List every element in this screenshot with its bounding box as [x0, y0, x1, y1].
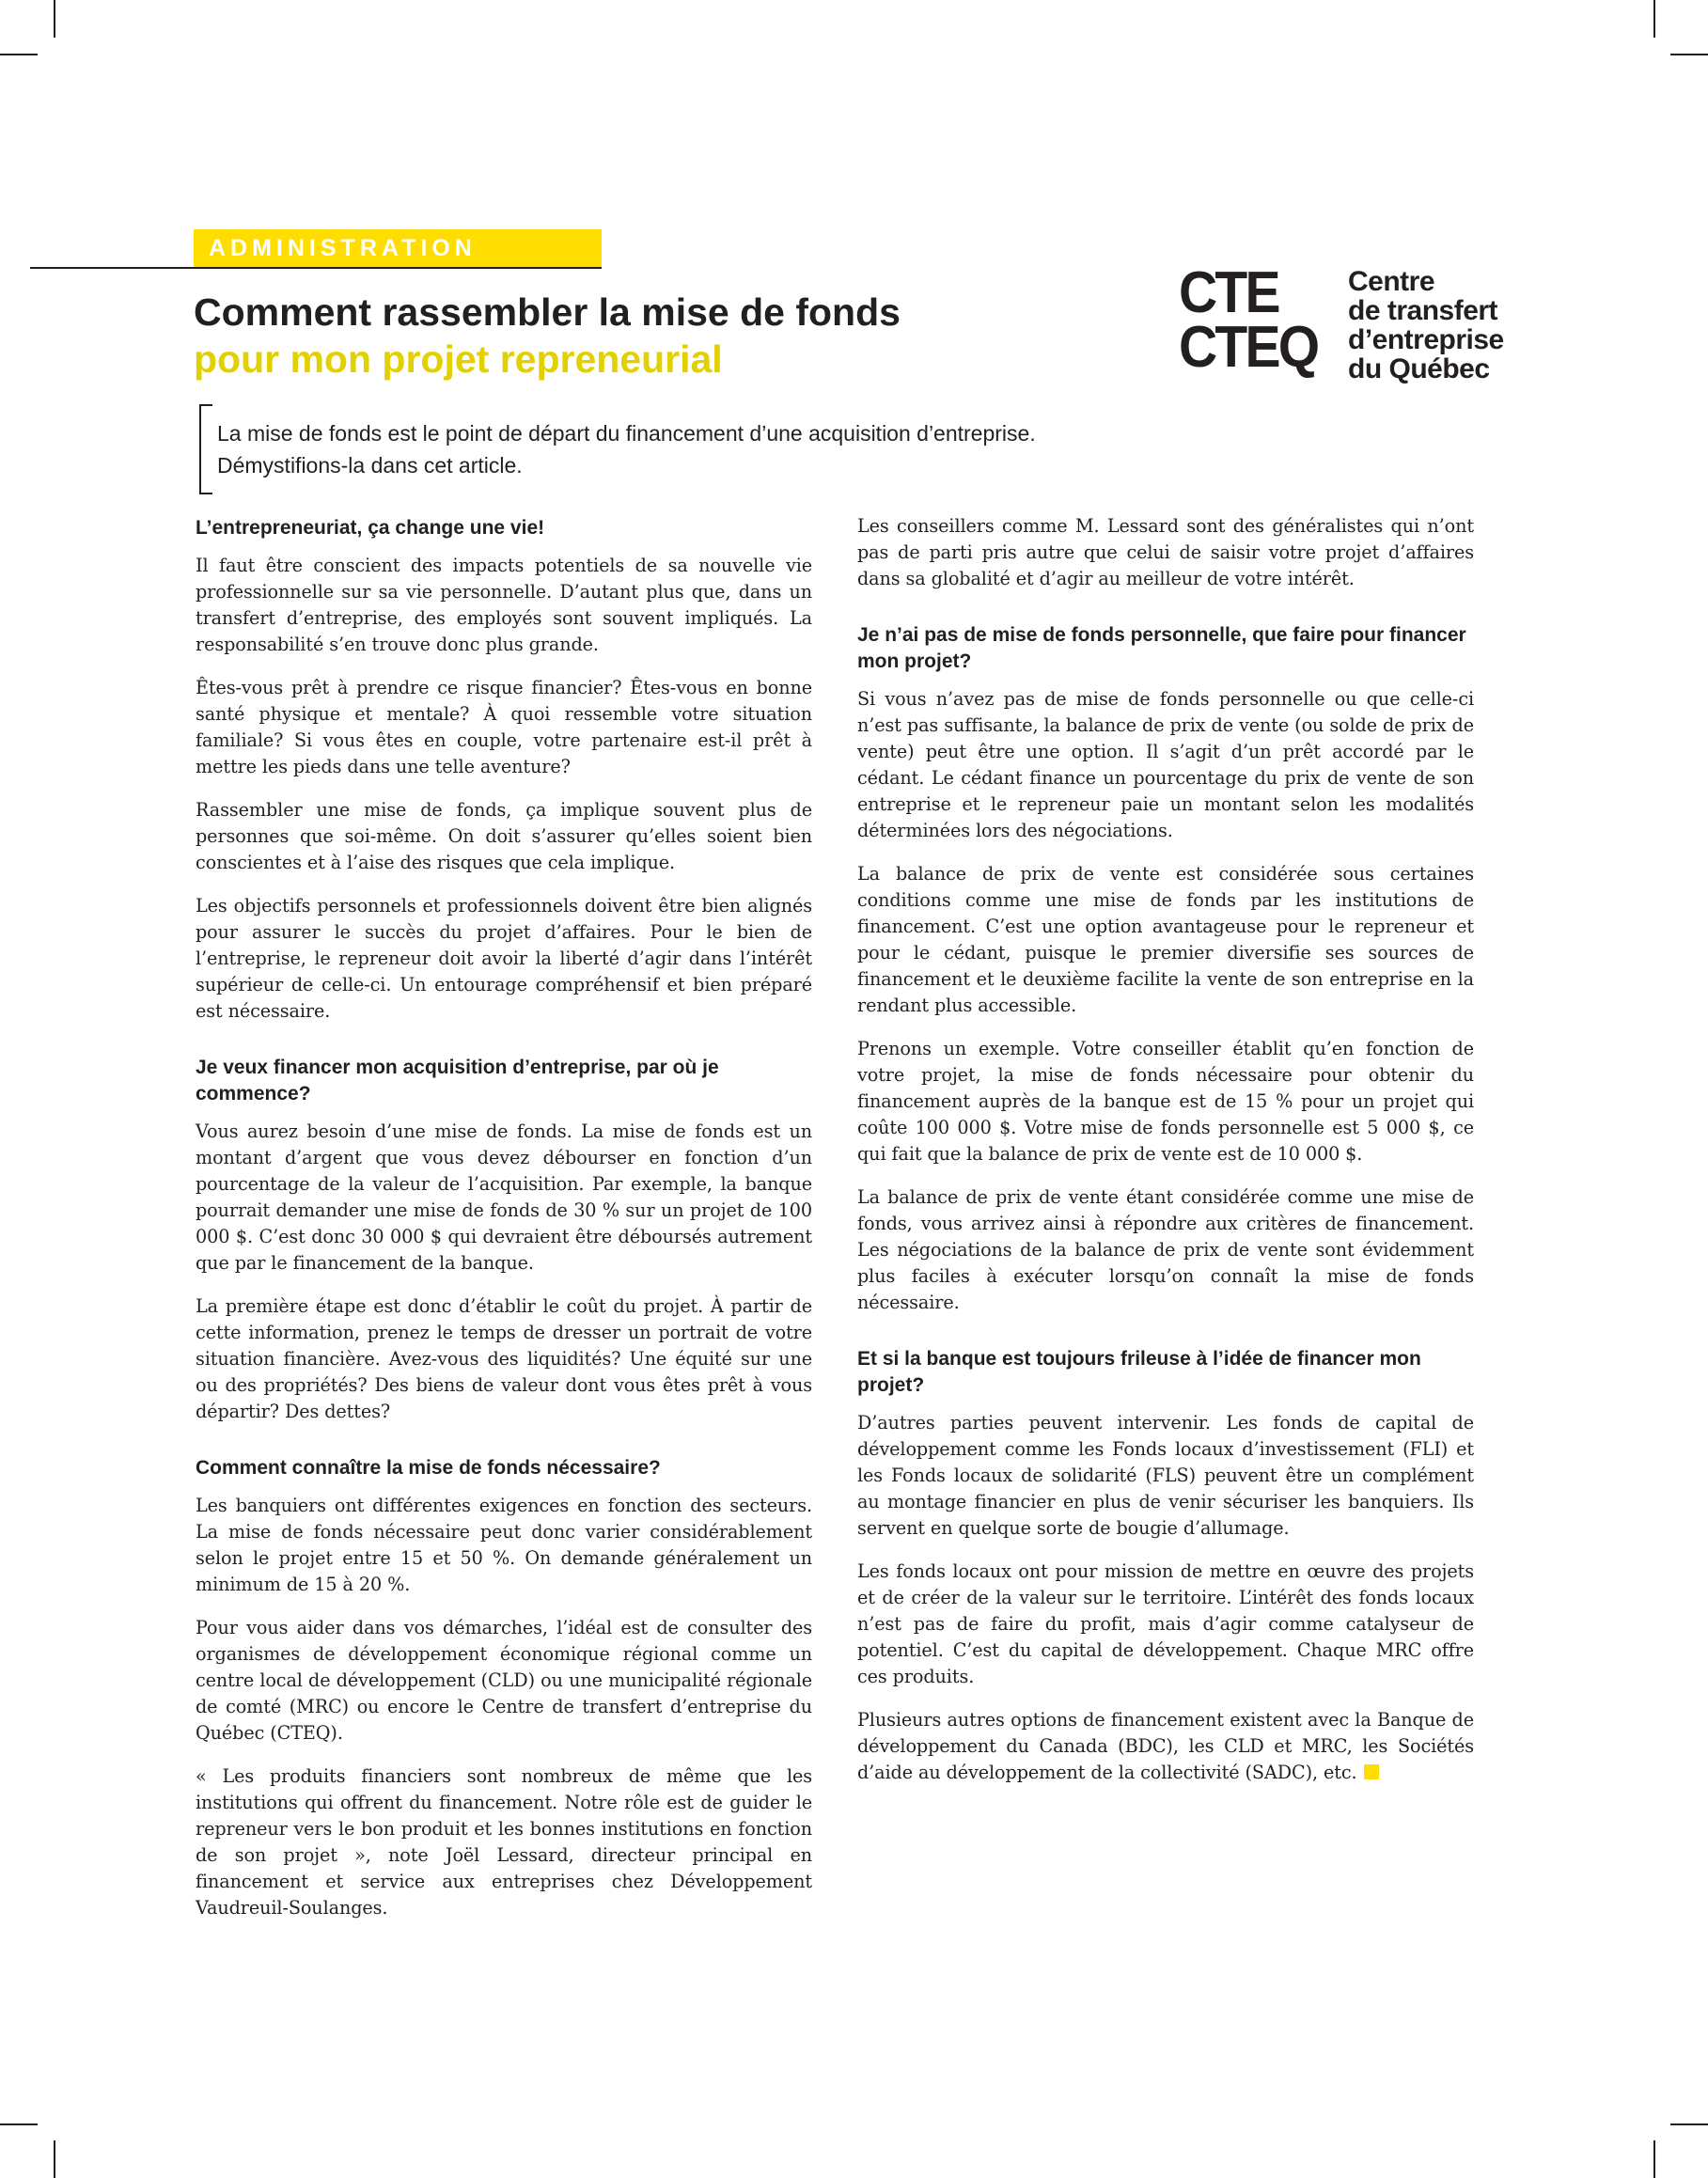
cteq-logo-mark — [1179, 260, 1318, 380]
logo-text-line: Centre — [1348, 266, 1435, 297]
page-subtitle: pour mon projet repreneurial — [194, 337, 723, 381]
crop-mark — [1653, 2140, 1655, 2178]
intro-bracket — [199, 404, 212, 494]
paragraph: Êtes-vous prêt à prendre ce risque financier? Êtes-vous en bonne santé physique et mentale? À quoi ressemble votre situation familiale? Si vous êtes en couple, votre partenaire est-il prêt à mettre les pieds dans une telle aventure? — [196, 677, 812, 777]
paragraph: Vous aurez besoin d’une mise de fonds. La mise de fonds est un montant d’argent que vous devez débourser en fonction d’un pourcentage de la valeur de l’acquisition. Par exemple, la banque pourrait demander une mise de fonds de 30 % sur un projet de 100 000 $. C’est donc 30 000 $ qui devraient être déboursés autrement que par le financement de la banque. — [196, 1120, 812, 1274]
crop-mark — [0, 2123, 38, 2125]
paragraph: Rassembler une mise de fonds, ça implique souvent plus de personnes que soi-même. On doit s’assurer qu’elles soient bien conscientes et à l’aise des risques que cela implique. — [196, 799, 812, 873]
paragraph: Les fonds locaux ont pour mission de mettre en œuvre des projets et de créer de la valeur sur le territoire. L’intérêt des fonds locaux n’est pas de faire du profit, mais d’agir comme catalyseur de potentiel. C’est du capital de développement. Chaque MRC offre ces produits. — [857, 1560, 1474, 1687]
crop-mark — [1670, 2123, 1708, 2125]
intro-lede — [217, 417, 1157, 481]
paragraph: Les banquiers ont différentes exigences en fonction des secteurs. La mise de fonds nécessaire peut donc varier considérablement selon le projet entre 15 et 50 %. On demande généralement un minimum de 15 à 20 %. — [196, 1495, 812, 1595]
paragraph: La balance de prix de vente étant considérée comme une mise de fonds, vous arrivez ainsi à répondre aux critères de financement. Les négociations de la balance de prix de vente sont évidemment plus faciles à exécuter lorsqu’on connaît la mise de fonds nécessaire. — [857, 1186, 1474, 1313]
logo-text-line: de transfert — [1348, 295, 1498, 326]
header-rule — [30, 267, 602, 269]
paragraph: « Les produits financiers sont nombreux de même que les institutions qui offrent du financement. Notre rôle est de guider le repreneur vers le bon produit et les bonnes institutions en fonction de son projet », note Joël Lessard, directeur principal en financement et service aux entreprises chez Développement Vaudreuil-Soulanges. — [196, 1765, 812, 1919]
crop-mark — [0, 54, 38, 55]
logo-text-line: du Québec — [1348, 353, 1490, 384]
intro-line: Démystifions-la dans cet article. — [217, 453, 523, 478]
crop-mark — [1653, 0, 1655, 38]
intro-line: La mise de fonds est le point de départ du financement d’une acquisition d’entreprise. — [217, 421, 1036, 446]
paragraph: Les conseillers comme M. Lessard sont des généralistes qui n’ont pas de parti pris autre que celui de saisir votre projet d’affaires dans sa globalité et d’agir au meilleur de votre intérêt. — [857, 515, 1474, 589]
section-heading: Je veux financer mon acquisition d’entreprise, par où je commence? — [196, 1057, 719, 1105]
section-heading: L’entrepreneuriat, ça change une vie! — [196, 517, 545, 539]
final-paragraph-text: Plusieurs autres options de financement existent avec la Banque de développement du Canada (BDC), les CLD et MRC, les Sociétés d’aide au développement de la collectivité (SADC), etc. — [857, 1709, 1474, 1783]
paragraph: Les objectifs personnels et professionnels doivent être bien alignés pour assurer le succès du projet d’affaires. Pour le bien de l’entreprise, le repreneur doit avoir la liberté d’agir dans l’intérêt supérieur de celle-ci. Un entourage compréhensif et bien préparé est nécessaire. — [196, 895, 812, 1022]
crop-mark — [1670, 54, 1708, 55]
page-title: Comment rassembler la mise de fonds — [194, 290, 901, 334]
cteq-logo — [1179, 260, 1536, 387]
paragraph: Il faut être conscient des impacts potentiels de sa nouvelle vie professionnelle sur sa vie personnelle. D’autant plus que, dans un transfert d’entreprise, des employés sont souvent impliqués. La responsabilité s’en trouve donc plus grande. — [196, 555, 812, 655]
crop-mark — [54, 2140, 55, 2178]
logo-text-line: d’entreprise — [1348, 324, 1504, 355]
section-heading: Et si la banque est toujours frileuse à l’idée de financer mon projet? — [857, 1348, 1421, 1396]
logo-mark-line: CTE — [1179, 260, 1278, 325]
paragraph: Si vous n’avez pas de mise de fonds personnelle ou que celle-ci n’est pas suffisante, la balance de prix de vente (ou solde de prix de vente) peut être une option. Il s’agit d’un prêt accordé par le cédant. Le cédant finance un pourcentage du prix de vente de son entreprise et le repreneur paie un montant selon les modalités déterminées lors des négociations. — [857, 688, 1474, 841]
article-column-left — [196, 515, 812, 1938]
paragraph: La première étape est donc d’établir le coût du projet. À partir de cette information, prenez le temps de dresser un portrait de votre situation financière. Avez-vous des liquidités? Une équité sur une ou des propriétés? Des biens de valeur dont vous êtes prêt à vous départir? Des dettes? — [196, 1295, 812, 1422]
logo-mark-line: CTEQ — [1179, 315, 1318, 380]
final-paragraph — [857, 1707, 1474, 1786]
paragraph: La balance de prix de vente est considérée sous certaines conditions comme une mise de fonds par les institutions de financement. C’est une option avantageuse pour le repreneur et pour le cédant, puisque le premier diversifie ses sources de financement et le deuxième facilite la vente de son entreprise en la rendant plus accessible. — [857, 863, 1474, 1016]
cteq-logo-wordmark — [1348, 267, 1504, 384]
paragraph: Pour vous aider dans vos démarches, l’idéal est de consulter des organismes de développement économique régional comme un centre local de développement (CLD) ou une municipalité régionale de comté (MRC) ou encore le Centre de transfert d’entreprise du Québec (CTEQ). — [196, 1617, 812, 1744]
section-heading: Je n’ai pas de mise de fonds personnelle, que faire pour financer mon projet? — [857, 624, 1466, 672]
paragraph: Prenons un exemple. Votre conseiller établit qu’en fonction de votre projet, la mise de fonds nécessaire pour obtenir du financement auprès de la banque est de 15 % pour un projet qui coûte 100 000 $. Votre mise de fonds personnelle est 5 000 $, ce qui fait que la balance de prix de vente est de 10 000 $. — [857, 1038, 1474, 1165]
crop-mark — [54, 0, 55, 38]
section-heading: Comment connaître la mise de fonds nécessaire? — [196, 1457, 661, 1479]
section-tag: ADMINISTRATION — [194, 229, 602, 267]
paragraph: D’autres parties peuvent intervenir. Les fonds de capital de développement comme les Fonds locaux d’investissement (FLI) et les Fonds locaux de solidarité (FLS) peuvent être un complément au montage financier en plus de venir sécuriser les banquiers. Ils servent en quelque sorte de bougie d’allumage. — [857, 1412, 1474, 1539]
end-of-article-mark — [1364, 1764, 1379, 1779]
article-column-right — [857, 513, 1474, 1803]
